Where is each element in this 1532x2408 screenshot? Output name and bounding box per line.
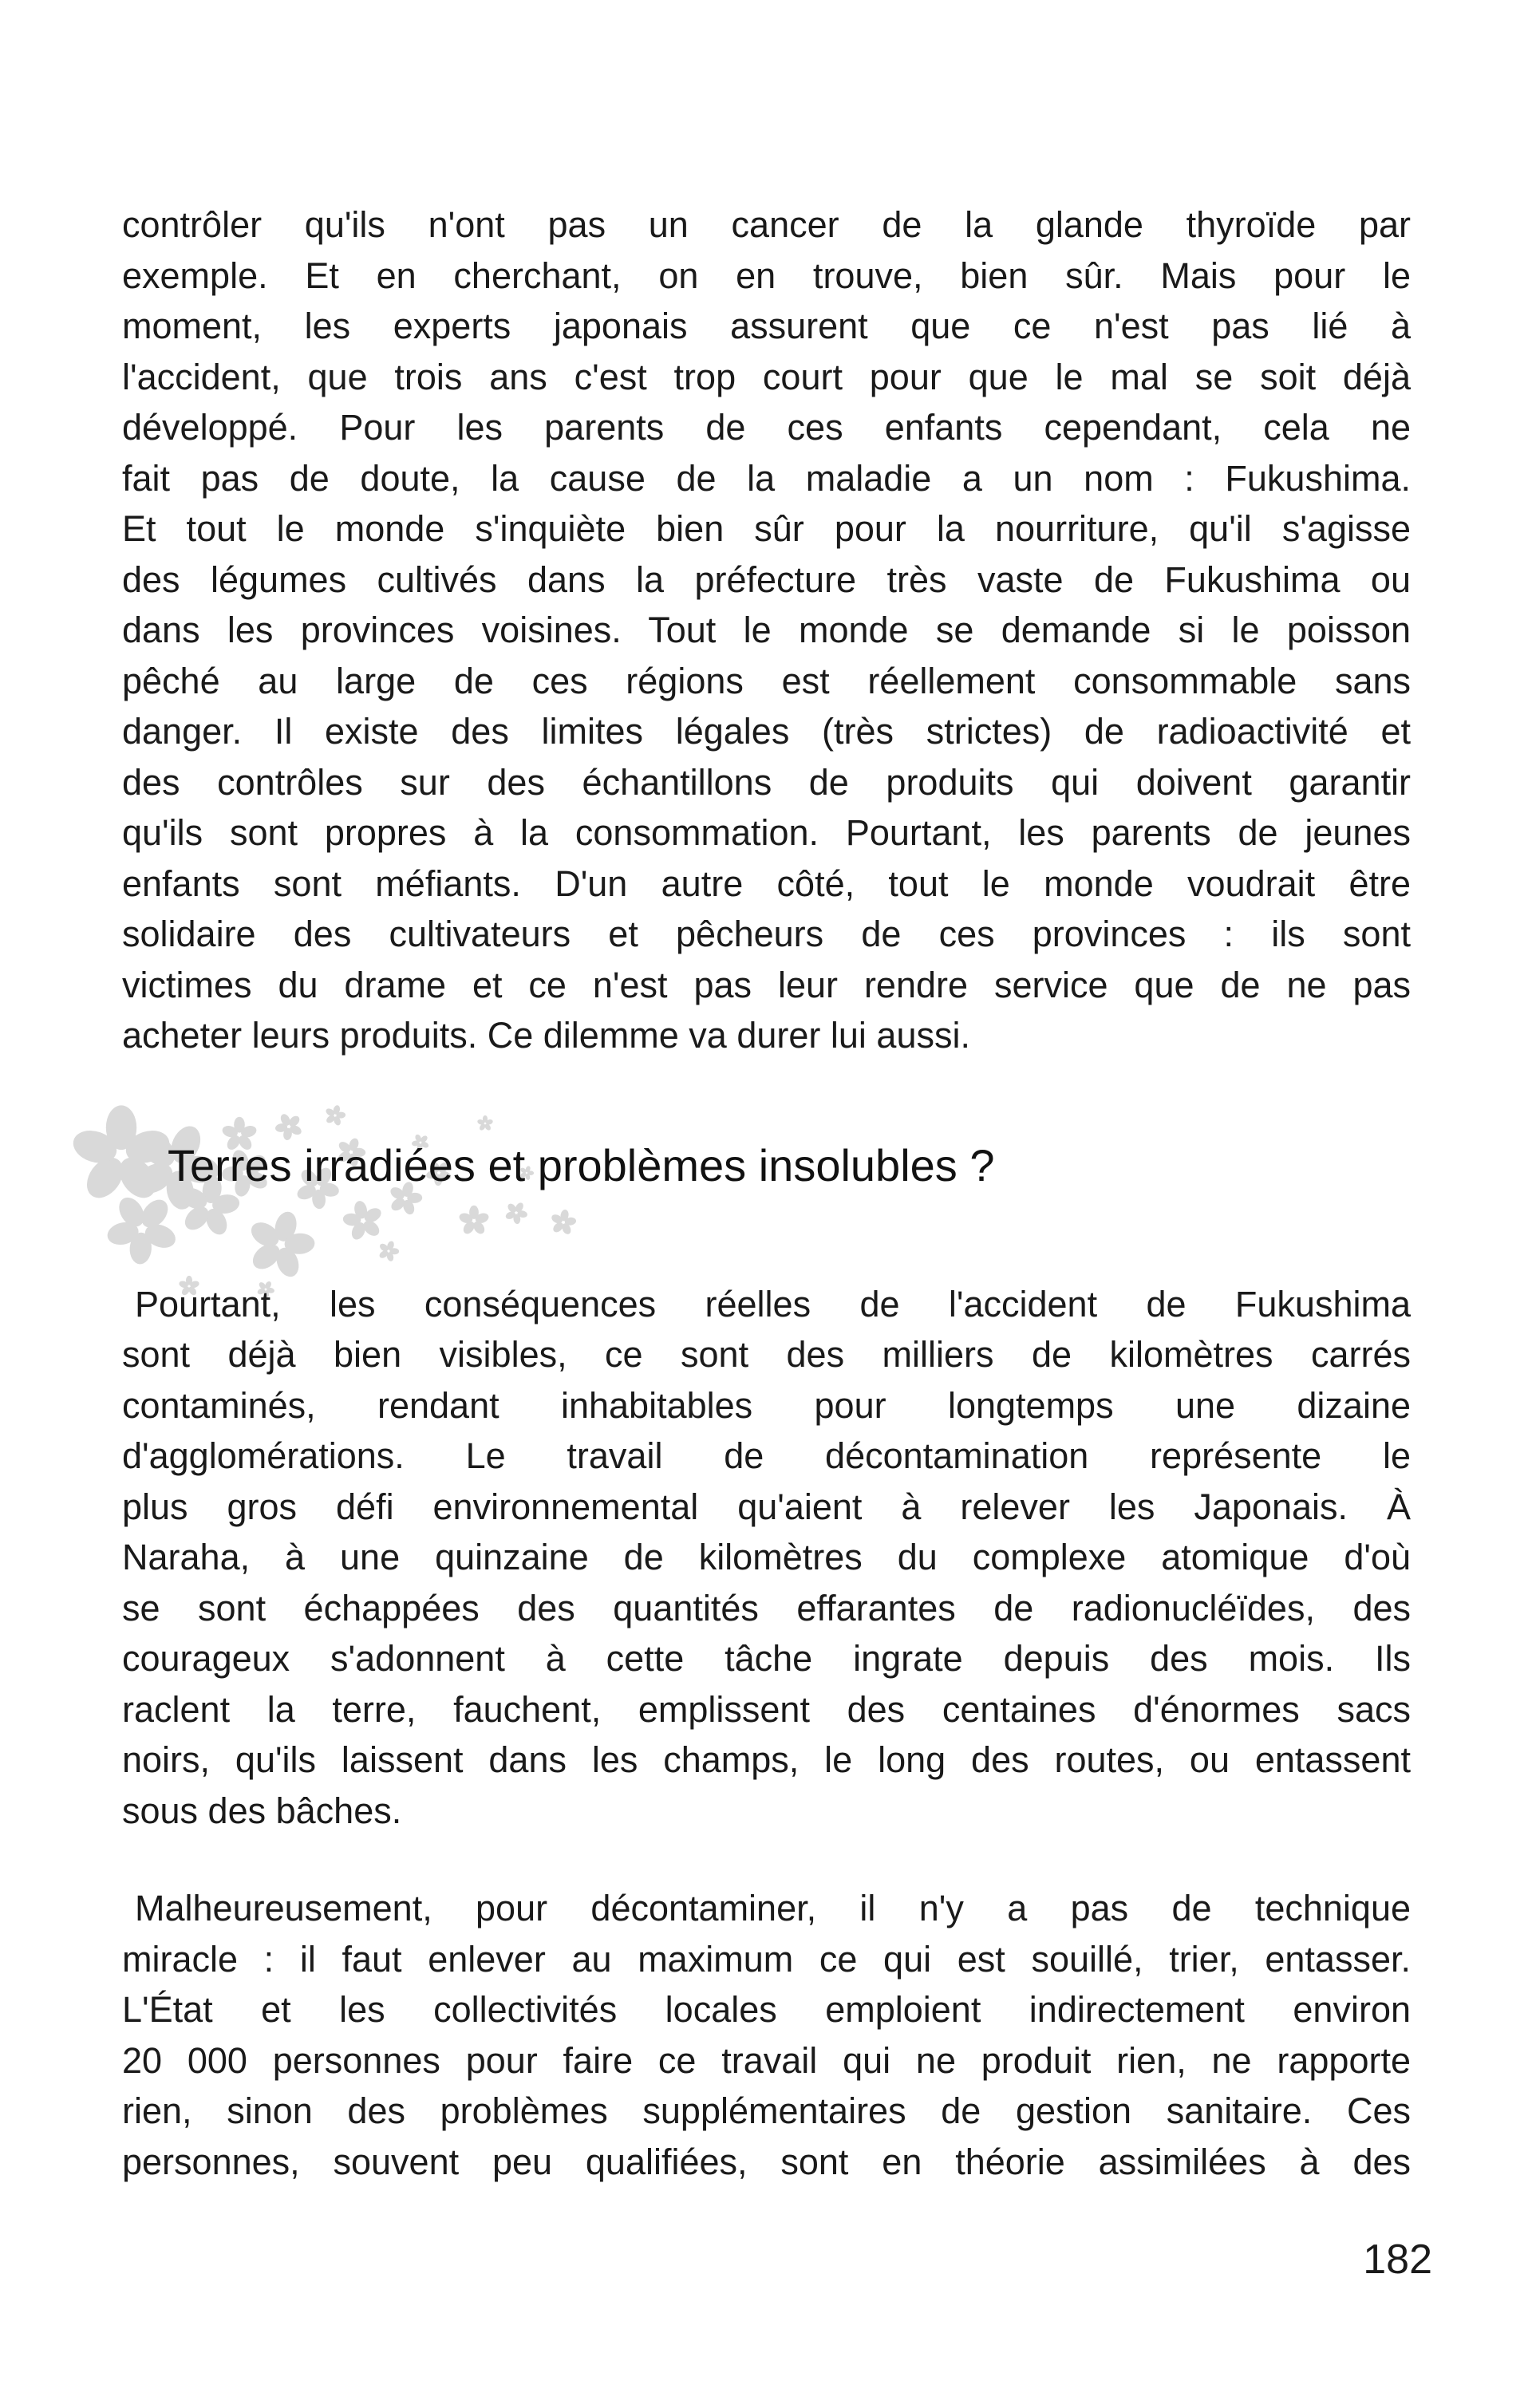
text-line: personnes, souvent peu qualifiées, sont en théorie assimilées à des bbox=[122, 2141, 1411, 2182]
text-line: dans les provinces voisines. Tout le monde se demande si le poisson bbox=[122, 610, 1411, 650]
text-line: Naraha, à une quinzaine de kilomètres du complexe atomique d'où bbox=[122, 1537, 1411, 1577]
text-line: Pourtant, les conséquences réelles de l'accident de Fukushima bbox=[135, 1283, 1411, 1324]
text-line: raclent la terre, fauchent, emplissent des centaines d'énormes sacs bbox=[122, 1688, 1411, 1730]
text-line: Et tout le monde s'inquiète bien sûr pour la nourriture, qu'il s'agisse bbox=[122, 508, 1411, 549]
text-line: qu'ils sont propres à la consommation. Pourtant, les parents de jeunes bbox=[122, 812, 1411, 853]
text-line: contrôler qu'ils n'ont pas un cancer de la glande thyroïde par bbox=[122, 204, 1411, 245]
text-line: L'État et les collectivités locales emploient indirectement environ bbox=[122, 1989, 1411, 2030]
text-line: 20 000 personnes pour faire ce travail qui ne produit rien, ne rapporte bbox=[122, 2039, 1411, 2081]
paragraph-1 bbox=[122, 199, 1411, 1061]
text-line: fait pas de doute, la cause de la maladie a un nom : Fukushima. bbox=[122, 457, 1411, 499]
text-line: des légumes cultivés dans la préfecture très vaste de Fukushima ou bbox=[122, 559, 1411, 600]
text-line: pêché au large de ces régions est réellement consommable sans bbox=[122, 660, 1411, 701]
paragraph-3 bbox=[122, 1883, 1411, 2187]
text-line: noirs, qu'ils laissent dans les champs, le long des routes, ou entassent bbox=[122, 1739, 1411, 1780]
text-line: acheter leurs produits. Ce dilemme va durer lui aussi. bbox=[122, 1015, 970, 1056]
text-line: développé. Pour les parents de ces enfants cependant, cela ne bbox=[122, 407, 1411, 448]
text-line: moment, les experts japonais assurent que ce n'est pas lié à bbox=[122, 306, 1411, 346]
text-line: courageux s'adonnent à cette tâche ingrate depuis des mois. Ils bbox=[122, 1638, 1411, 1679]
paragraph-2 bbox=[122, 1279, 1411, 1837]
text-line: victimes du drame et ce n'est pas leur rendre service que de ne pas bbox=[122, 964, 1411, 1005]
text-line: danger. Il existe des limites légales (très strictes) de radioactivité et bbox=[122, 711, 1411, 752]
text-line: Malheureusement, pour décontaminer, il n'y a pas de technique bbox=[135, 1888, 1411, 1928]
text-line: d'agglomérations. Le travail de décontamination représente le bbox=[122, 1435, 1411, 1476]
text-line: sous des bâches. bbox=[122, 1790, 402, 1831]
page-number: 182 bbox=[1363, 2236, 1432, 2283]
text-line: des contrôles sur des échantillons de produits qui doivent garantir bbox=[122, 761, 1411, 803]
text-line: miracle : il faut enlever au maximum ce qui est souillé, trier, entasser. bbox=[122, 1938, 1411, 1980]
text-line: contaminés, rendant inhabitables pour longtemps une dizaine bbox=[122, 1384, 1411, 1426]
text-line: plus gros défi environnemental qu'aient à relever les Japonais. À bbox=[122, 1486, 1411, 1527]
text-line: sont déjà bien visibles, ce sont des milliers de kilomètres carrés bbox=[122, 1334, 1411, 1375]
text-line: exemple. Et en cherchant, on en trouve, bien sûr. Mais pour le bbox=[122, 255, 1411, 296]
text-line: l'accident, que trois ans c'est trop court pour que le mal se soit déjà bbox=[122, 356, 1411, 397]
text-line: se sont échappées des quantités effarantes de radionucléïdes, des bbox=[122, 1587, 1411, 1628]
text-line: solidaire des cultivateurs et pêcheurs de ces provinces : ils sont bbox=[122, 914, 1411, 954]
text-line: rien, sinon des problèmes supplémentaires de gestion sanitaire. Ces bbox=[122, 2090, 1411, 2131]
page-text bbox=[122, 199, 1411, 2187]
section-heading: Terres irradiées et problèmes insolubles ? bbox=[168, 1139, 995, 1190]
text-line: enfants sont méfiants. D'un autre côté, tout le monde voudrait être bbox=[122, 863, 1411, 904]
